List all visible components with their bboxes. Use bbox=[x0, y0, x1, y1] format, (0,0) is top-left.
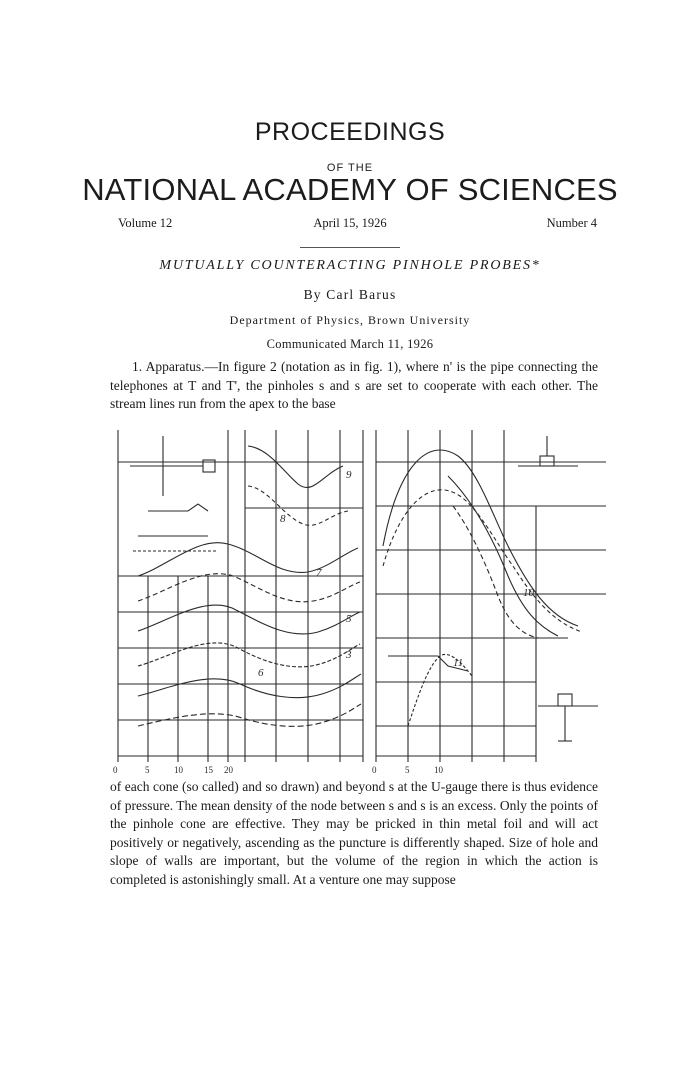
curve-label: 3 bbox=[346, 649, 352, 661]
journal-title-of-the: OF THE bbox=[326, 162, 374, 174]
article-title: MUTUALLY COUNTERACTING PINHOLE PROBES* bbox=[159, 258, 541, 273]
curve-label: 10 bbox=[523, 587, 534, 599]
curve-label: 11 bbox=[453, 657, 464, 669]
axis-tick: 10 bbox=[434, 765, 443, 775]
curve-label: 9 bbox=[346, 469, 352, 481]
journal-title-proceedings: PROCEEDINGS bbox=[254, 118, 446, 146]
axis-tick: 5 bbox=[405, 765, 410, 775]
issue-number: Number 4 bbox=[546, 216, 597, 230]
right-panel-curves bbox=[383, 450, 582, 726]
curve-label: 8 bbox=[280, 513, 286, 525]
curve-label: 6 bbox=[258, 667, 264, 679]
body-paragraph-2: of each cone (so called) and so drawn) and beyond s at the U-gauge there is thus evidence of pressure. The mean density of the node between s and s is an excess. Only the points of the pinhole cone are effective. They may be pricked in thin metal foil and will act positively or negatively, ascending as the puncture is differently shaped. Size of hole and slope of walls are important, but the volume of the region in which the action is completed is astonishingly small. At a venture one may suppose bbox=[110, 779, 598, 887]
journal-title-academy: NATIONAL ACADEMY OF SCIENCES bbox=[82, 172, 618, 207]
right-panel-grid bbox=[376, 430, 606, 762]
curve-label: 5 bbox=[346, 613, 352, 625]
figure-graphs bbox=[108, 426, 606, 778]
communicated-date: Communicated March 11, 1926 bbox=[266, 337, 434, 351]
axis-tick: 0 bbox=[372, 765, 377, 775]
left-panel-grid bbox=[118, 430, 363, 762]
axis-tick: 0 bbox=[113, 765, 118, 775]
author-affiliation: Department of Physics, Brown University bbox=[229, 313, 471, 327]
axis-tick: 15 bbox=[204, 765, 213, 775]
article-author: By Carl Barus bbox=[303, 287, 397, 302]
header-divider bbox=[300, 247, 400, 248]
body-paragraph-1: 1. Apparatus.—In figure 2 (notation as in fig. 1), where n' is the pipe connecting the telephones at T and T', the pinholes s and s are set to cooperate with each other. The stream lines run from the apex to the base bbox=[110, 359, 598, 412]
figure-labels bbox=[113, 469, 535, 775]
axis-tick: 5 bbox=[145, 765, 150, 775]
apparatus-sketch-left bbox=[130, 436, 218, 551]
axis-tick: 20 bbox=[224, 765, 233, 775]
curve-label: 7 bbox=[316, 567, 322, 579]
volume-label: Volume 12 bbox=[118, 216, 173, 230]
issue-date: April 15, 1926 bbox=[313, 216, 387, 230]
figure-svg bbox=[108, 426, 606, 778]
axis-tick: 10 bbox=[174, 765, 183, 775]
